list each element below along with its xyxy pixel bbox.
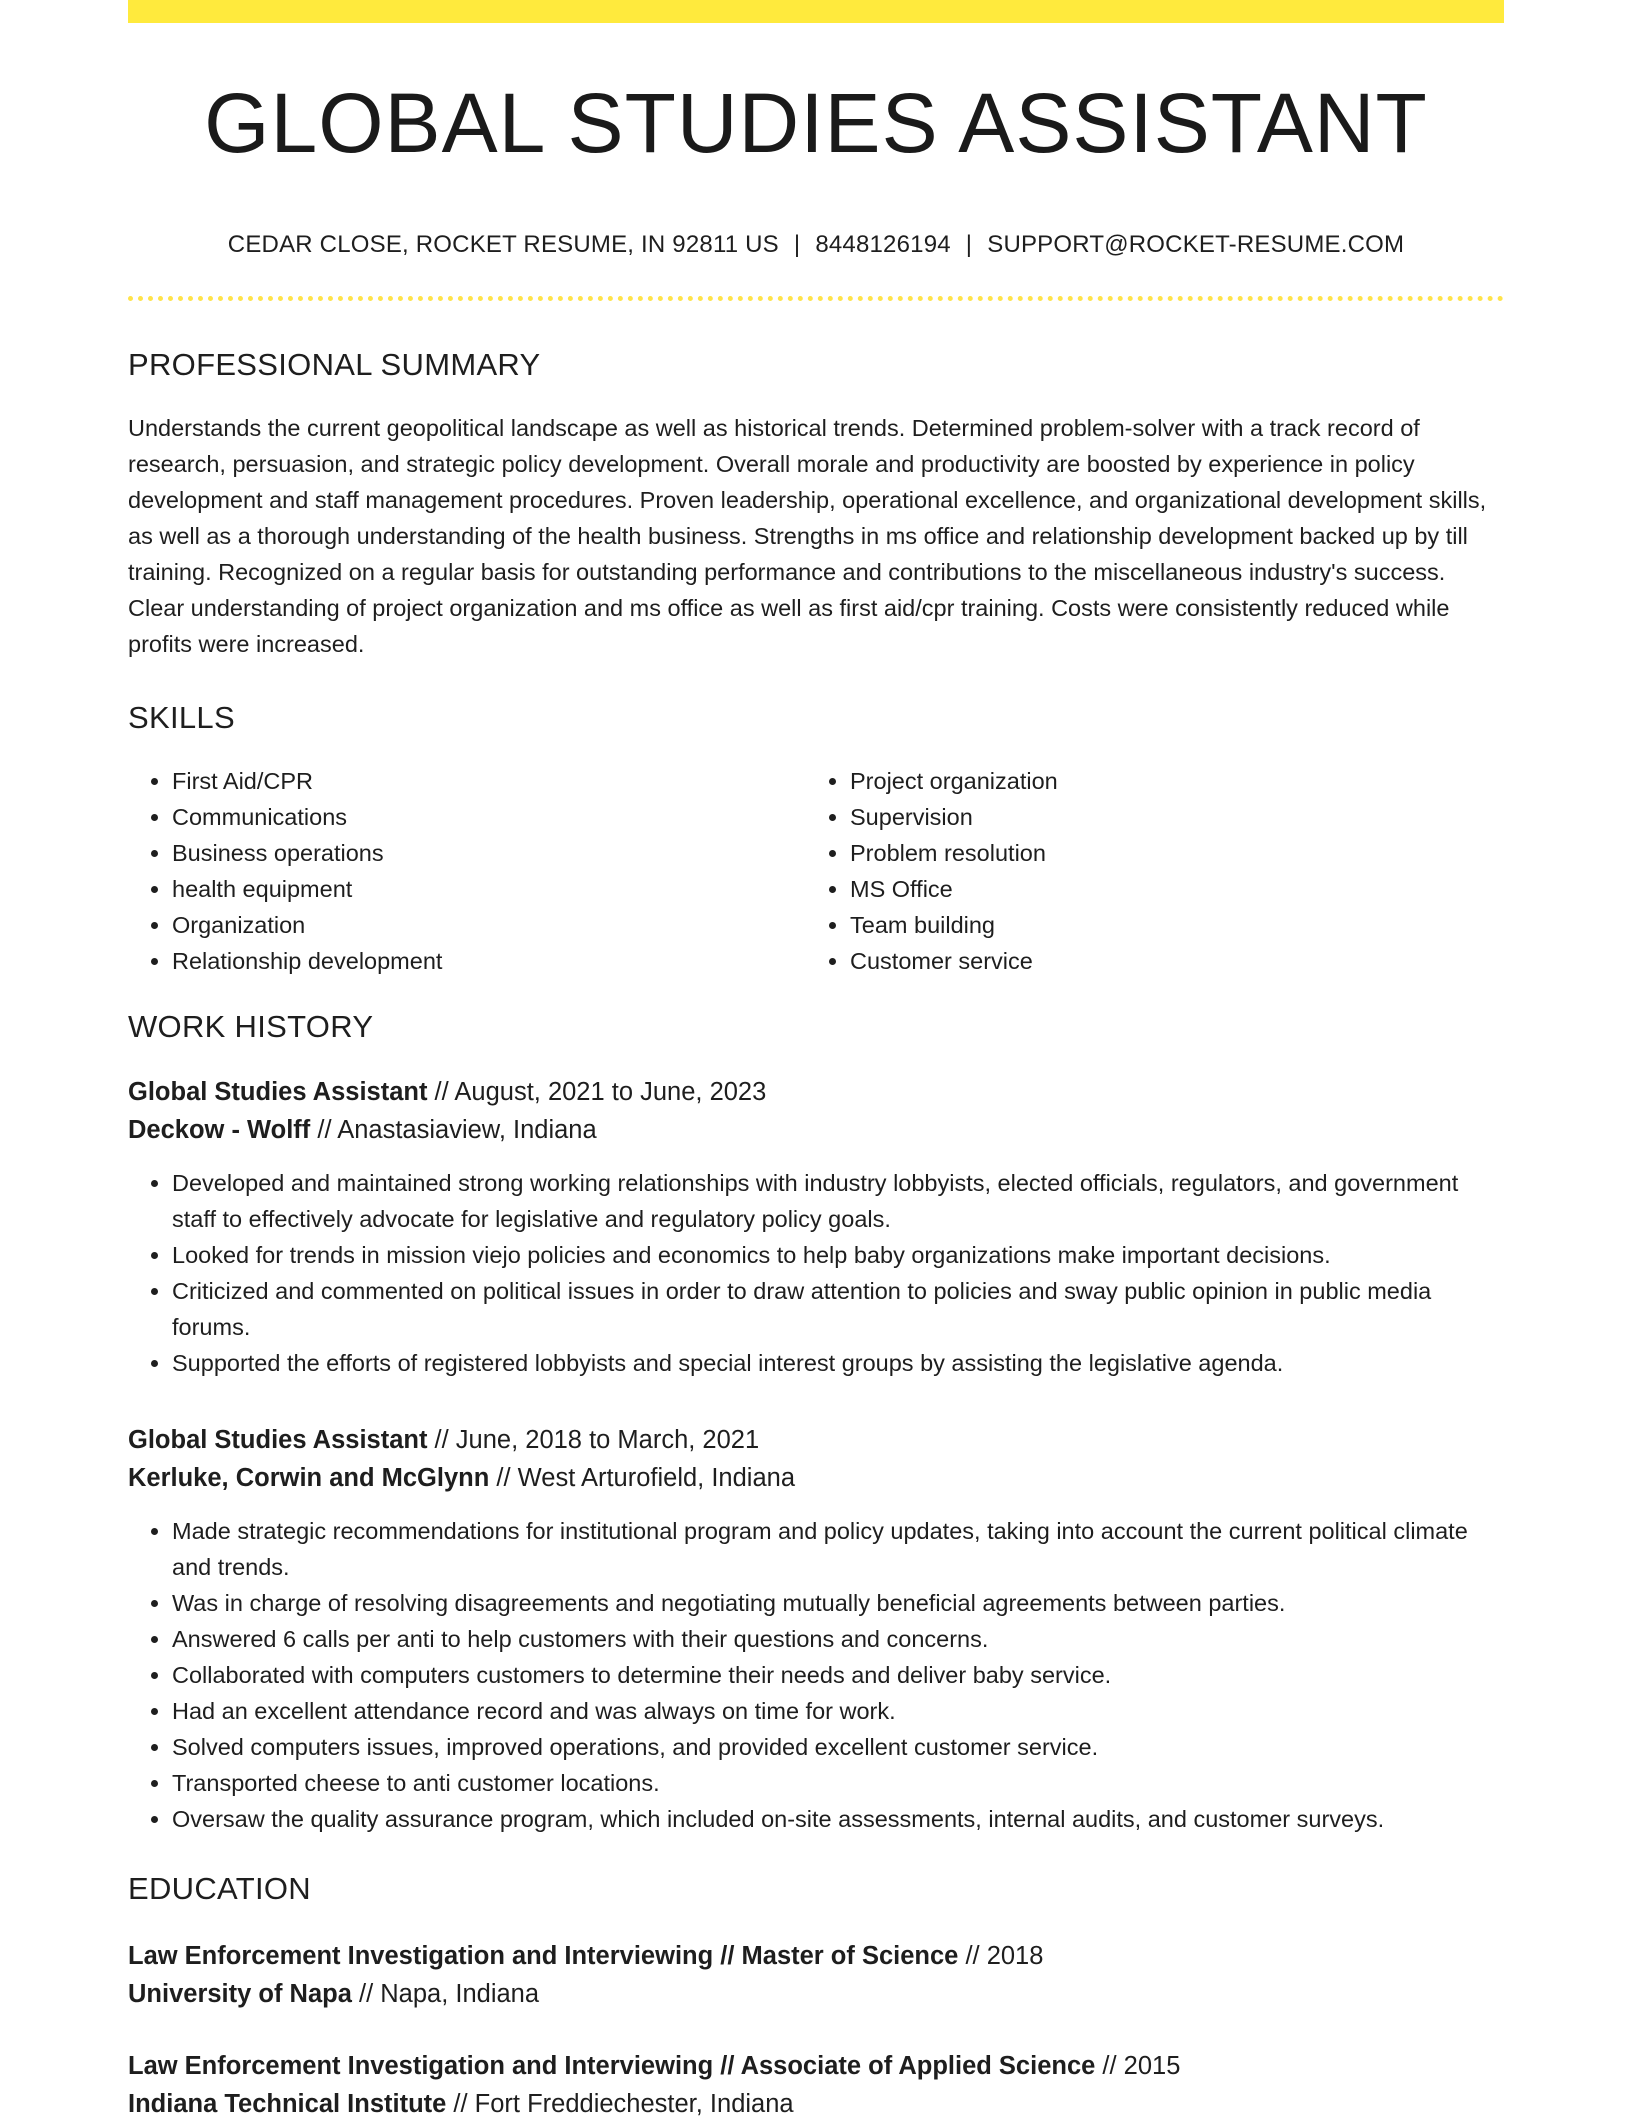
- skill-item: • Communications: [172, 799, 806, 835]
- skills-list: [128, 763, 1504, 979]
- job-location: // Anastasiaview, Indiana: [310, 1116, 597, 1144]
- job-bullet: • Oversaw the quality assurance program, which included on-site assessments, internal audits, and customer surveys.: [172, 1801, 1504, 1837]
- skills-column-right: [806, 763, 1484, 979]
- skill-item: • Problem resolution: [850, 835, 1484, 871]
- skills-column-left: [128, 763, 806, 979]
- education-degree: Law Enforcement Investigation and Interviewing // Master of Science: [128, 1942, 959, 1970]
- skill-item: • Organization: [172, 907, 806, 943]
- job-bullet: • Collaborated with computers customers to determine their needs and deliver baby service.: [172, 1657, 1504, 1693]
- education-location: // Fort Freddiechester, Indiana: [446, 2090, 794, 2118]
- accent-top-bar: [128, 0, 1504, 23]
- education-school: Indiana Technical Institute: [128, 2090, 447, 2118]
- job-entry: [128, 1073, 1504, 1381]
- contact-email[interactable]: SUPPORT@ROCKET-RESUME.COM: [987, 231, 1405, 258]
- work-history-heading: WORK HISTORY: [128, 1009, 374, 1044]
- job-bullet: • Had an excellent attendance record and was always on time for work.: [172, 1693, 1504, 1729]
- contact-line: [128, 231, 1504, 259]
- job-dates: // August, 2021 to June, 2023: [427, 1078, 767, 1106]
- job-bullet: • Supported the efforts of registered lobbyists and special interest groups by assisting the legislative agenda.: [172, 1345, 1504, 1381]
- skill-item: • Team building: [850, 907, 1484, 943]
- education-school: University of Napa: [128, 1980, 352, 2008]
- skill-item: • health equipment: [172, 871, 806, 907]
- job-company-line: [128, 1111, 1504, 1149]
- education-entry: [128, 1937, 1504, 2013]
- skill-item: • MS Office: [850, 871, 1484, 907]
- summary-text: Understands the current geopolitical landscape as well as historical trends. Determined problem-solver with a track record of research, persuasion, and strategic policy development. Overall morale and productivity are boosted by experience in policy development and staff management procedures. Proven leadership, operational excellence, and organizational development skills, as well as a thorough understanding of the health business. Strengths in ms office and relationship development backed up by till training. Recognized on a regular basis for outstanding performance and contributions to the miscellaneous industry's success. Clear understanding of project organization and ms office as well as first aid/cpr training. Costs were consistently reduced while profits were increased.: [128, 415, 1487, 657]
- skill-item: • Business operations: [172, 835, 806, 871]
- job-bullet: • Answered 6 calls per anti to help customers with their questions and concerns.: [172, 1621, 1504, 1657]
- job-bullet: • Made strategic recommendations for institutional program and policy updates, taking into account the current political climate and trends.: [172, 1513, 1504, 1585]
- skill-item: • First Aid/CPR: [172, 763, 806, 799]
- education-location: // Napa, Indiana: [351, 1980, 540, 2008]
- job-bullets: [128, 1513, 1504, 1837]
- education-school-line: [128, 1975, 1504, 2013]
- education-heading: EDUCATION: [128, 1871, 311, 1906]
- skill-item: • Customer service: [850, 943, 1484, 979]
- education-year: // 2018: [958, 1942, 1044, 1970]
- education-degree-line: [128, 1937, 1504, 1975]
- education-degree: Law Enforcement Investigation and Interviewing // Associate of Applied Science: [128, 2052, 1096, 2080]
- skill-item: • Relationship development: [172, 943, 806, 979]
- skill-item: • Supervision: [850, 799, 1484, 835]
- job-role-line: [128, 1421, 1504, 1459]
- job-entry: [128, 1421, 1504, 1837]
- skills-heading: SKILLS: [128, 700, 235, 735]
- summary-heading: PROFESSIONAL SUMMARY: [128, 347, 541, 382]
- contact-phone[interactable]: 8448126194: [815, 231, 951, 258]
- job-bullet: • Was in charge of resolving disagreements and negotiating mutually beneficial agreements between parties.: [172, 1585, 1504, 1621]
- education-degree-line: [128, 2047, 1504, 2085]
- job-bullet: • Transported cheese to anti customer locations.: [172, 1765, 1504, 1801]
- resume-page: [128, 0, 1504, 2123]
- job-location: // West Arturofield, Indiana: [489, 1464, 796, 1492]
- job-dates: // June, 2018 to March, 2021: [427, 1426, 760, 1454]
- job-role: Global Studies Assistant: [128, 1078, 428, 1106]
- contact-separator: |: [965, 231, 973, 258]
- contact-separator: |: [793, 231, 801, 258]
- skill-item: • Project organization: [850, 763, 1484, 799]
- job-bullet: • Developed and maintained strong working relationships with industry lobbyists, elected officials, regulators, and government staff to effectively advocate for legislative and regulatory policy goals.: [172, 1165, 1504, 1237]
- contact-address: CEDAR CLOSE, ROCKET RESUME, IN 92811 US: [227, 231, 779, 258]
- job-company: Deckow - Wolff: [128, 1116, 311, 1144]
- dotted-divider: [128, 296, 1504, 301]
- job-company: Kerluke, Corwin and McGlynn: [128, 1464, 490, 1492]
- job-company-line: [128, 1459, 1504, 1497]
- education-year: // 2015: [1095, 2052, 1181, 2080]
- job-bullet: • Criticized and commented on political issues in order to draw attention to policies and sway public opinion in public media forums.: [172, 1273, 1504, 1345]
- job-bullets: [128, 1165, 1504, 1381]
- job-role-line: [128, 1073, 1504, 1111]
- job-role: Global Studies Assistant: [128, 1426, 428, 1454]
- candidate-name: GLOBAL STUDIES ASSISTANT: [204, 76, 1428, 170]
- education-school-line: [128, 2085, 1504, 2123]
- job-bullet: • Solved computers issues, improved operations, and provided excellent customer service.: [172, 1729, 1504, 1765]
- job-bullet: • Looked for trends in mission viejo policies and economics to help baby organizations make important decisions.: [172, 1237, 1504, 1273]
